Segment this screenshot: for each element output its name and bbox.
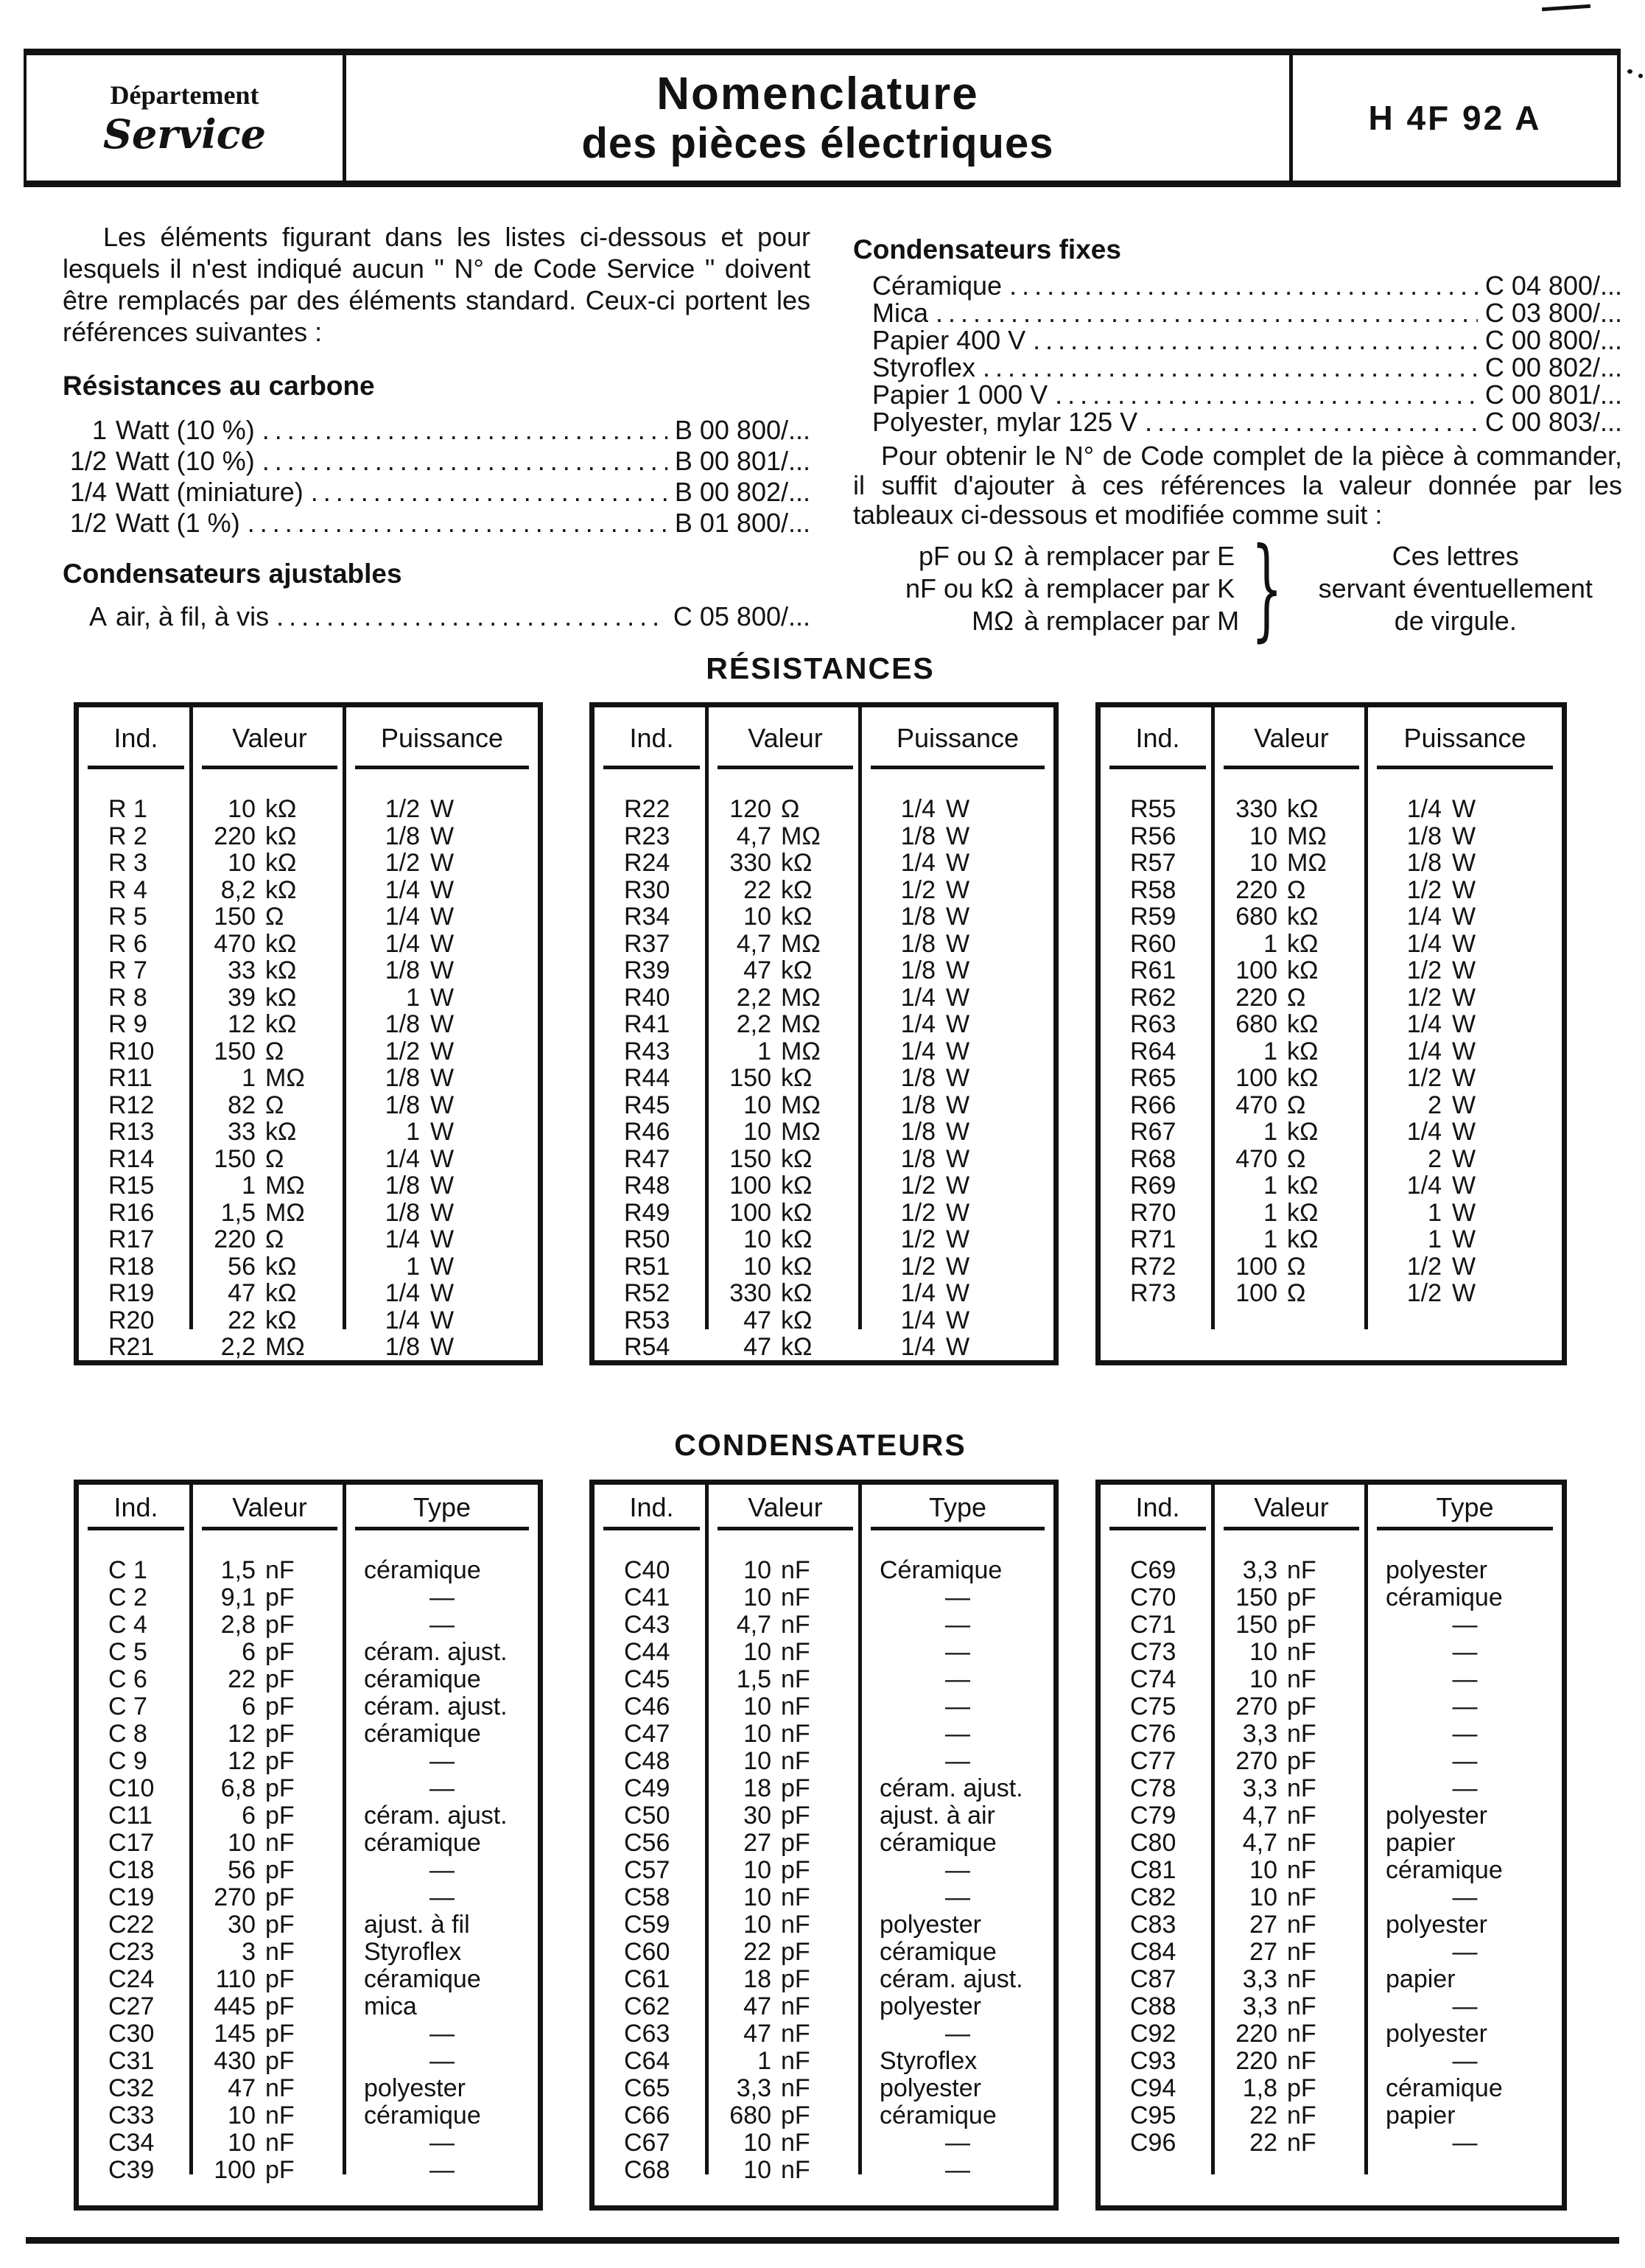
table-row: R13 33 kΩ 1 W xyxy=(108,1118,455,1146)
condensateurs-table-1 xyxy=(74,1480,543,2211)
list-item: Céramique ..... C 04 800/... xyxy=(853,272,1622,299)
list-item: Papier 1 000 V ..... C 00 801/... xyxy=(853,381,1622,408)
table-row: C60 22 pF céramique xyxy=(624,1938,997,1966)
list-item: Papier 400 V ..... C 00 800/... xyxy=(853,326,1622,354)
condensateurs-fixes-list xyxy=(853,272,1622,435)
table-row: R65 100 kΩ 1/2 W xyxy=(1130,1064,1476,1092)
col-header-puissance: Puissance xyxy=(1368,707,1562,769)
table-row: R53 47 kΩ 1/4 W xyxy=(624,1306,970,1334)
column-divider xyxy=(1364,1485,1368,2174)
table-row: C63 47 nF — xyxy=(624,2020,970,2048)
table-row: R39 47 kΩ 1/8 W xyxy=(624,956,970,984)
substitution-rule: pF ou Ω à remplacer par E xyxy=(919,541,1235,571)
department-label: Département xyxy=(110,80,259,110)
page-title-line2: des pièces électriques xyxy=(581,119,1054,167)
column-divider xyxy=(858,1485,862,2174)
col-header-ind: Ind. xyxy=(1101,1485,1215,1530)
resistances-table-2 xyxy=(589,702,1059,1365)
brace-glyph: } xyxy=(1251,525,1283,653)
table-row: C41 10 nF — xyxy=(624,1583,970,1611)
condensateurs-ajustables-list xyxy=(63,601,810,632)
table-row: R59 680 kΩ 1/4 W xyxy=(1130,903,1476,931)
table-row: C44 10 nF — xyxy=(624,1638,970,1666)
dot-leader xyxy=(262,446,667,477)
table-row: R67 1 kΩ 1/4 W xyxy=(1130,1118,1476,1146)
substitution-rule: MΩ à remplacer par M xyxy=(972,606,1240,636)
intro-left-column xyxy=(63,221,810,632)
service-label: Service xyxy=(103,111,266,158)
resistances-carbone-list xyxy=(63,415,810,539)
table-row: C94 1,8 pF céramique xyxy=(1130,2074,1503,2102)
table-row: R44 150 kΩ 1/8 W xyxy=(624,1064,970,1092)
table-row: C43 4,7 nF — xyxy=(624,1611,970,1639)
table-row: C81 10 nF céramique xyxy=(1130,1856,1503,1884)
table-row: C 8 12 pF céramique xyxy=(108,1720,481,1748)
column-divider xyxy=(1364,707,1368,1329)
table-row: R 1 10 kΩ 1/2 W xyxy=(108,795,455,823)
table-row: C64 1 nF Styroflex xyxy=(624,2047,978,2075)
table-row: R14 150 Ω 1/4 W xyxy=(108,1144,455,1173)
substitution-rules xyxy=(853,540,1239,637)
table-row: R50 10 kΩ 1/2 W xyxy=(624,1225,970,1253)
table-row: R 8 39 kΩ 1 W xyxy=(108,983,455,1012)
table-row: R 3 10 kΩ 1/2 W xyxy=(108,849,455,877)
col-header-valeur: Valeur xyxy=(193,707,346,769)
column-divider xyxy=(858,707,862,1329)
table-header xyxy=(79,707,538,769)
table-row: C71 150 pF — xyxy=(1130,1611,1478,1639)
table-row: R30 22 kΩ 1/2 W xyxy=(624,875,970,904)
table-row: R11 1 MΩ 1/8 W xyxy=(108,1064,455,1092)
table-row: C93 220 nF — xyxy=(1130,2047,1478,2075)
table-row: C79 4,7 nF polyester xyxy=(1130,1802,1487,1830)
table-row: R19 47 kΩ 1/4 W xyxy=(108,1279,455,1307)
condensateurs-table-3 xyxy=(1095,1480,1567,2211)
dot-leader xyxy=(262,415,667,446)
table-row: R64 1 kΩ 1/4 W xyxy=(1130,1037,1476,1065)
table-row: R10 150 Ω 1/2 W xyxy=(108,1037,455,1065)
col-header-ind: Ind. xyxy=(594,1485,709,1530)
table-row: C39 100 pF — xyxy=(108,2156,455,2184)
table-row: R20 22 kΩ 1/4 W xyxy=(108,1306,455,1334)
table-row: C96 22 nF — xyxy=(1130,2129,1478,2157)
column-divider xyxy=(343,707,346,1329)
table-row: R52 330 kΩ 1/4 W xyxy=(624,1279,970,1307)
column-divider xyxy=(189,707,193,1329)
table-row: C 9 12 pF — xyxy=(108,1747,455,1775)
table-row: C 4 2,8 pF — xyxy=(108,1611,455,1639)
table-row: C82 10 nF — xyxy=(1130,1883,1478,1911)
table-row: R18 56 kΩ 1 W xyxy=(108,1252,455,1281)
table-row: C77 270 pF — xyxy=(1130,1747,1478,1775)
dot-leader xyxy=(936,299,1478,326)
scan-artifact-tick xyxy=(1542,4,1590,12)
table-row: C10 6,8 pF — xyxy=(108,1774,455,1802)
list-item: 1/4 Watt (miniature) ..... B 00 802/... xyxy=(63,477,810,508)
col-header-ind: Ind. xyxy=(79,707,193,769)
table-row: R60 1 kΩ 1/4 W xyxy=(1130,929,1476,958)
table-row: C33 10 nF céramique xyxy=(108,2101,481,2129)
table-row: C74 10 nF — xyxy=(1130,1665,1478,1693)
table-row: C66 680 pF céramique xyxy=(624,2101,997,2129)
table-row: C23 3 nF Styroflex xyxy=(108,1938,462,1966)
table-row: R46 10 MΩ 1/8 W xyxy=(624,1118,970,1146)
table-row: C62 47 nF polyester xyxy=(624,1992,981,2020)
dot-leader xyxy=(1055,381,1478,408)
resistances-table-3 xyxy=(1095,702,1567,1365)
department-cell xyxy=(27,55,346,181)
col-header-valeur: Valeur xyxy=(1215,1485,1368,1530)
table-row: C78 3,3 nF — xyxy=(1130,1774,1478,1802)
table-row: C46 10 nF — xyxy=(624,1693,970,1721)
table-row: C58 10 nF — xyxy=(624,1883,970,1911)
col-header-type: Type xyxy=(862,1485,1053,1530)
table-row: C32 47 nF polyester xyxy=(108,2074,466,2102)
table-row: R63 680 kΩ 1/4 W xyxy=(1130,1010,1476,1038)
table-row: C70 150 pF céramique xyxy=(1130,1583,1503,1611)
condensateurs-heading: CONDENSATEURS xyxy=(674,1428,967,1462)
col-header-ind: Ind. xyxy=(1101,707,1215,769)
code-substitution-block xyxy=(853,525,1622,653)
dot-leader xyxy=(1009,272,1478,299)
intro-right-column xyxy=(853,234,1622,653)
table-row: R12 82 Ω 1/8 W xyxy=(108,1091,455,1119)
table-header xyxy=(79,1485,538,1530)
table-row: R54 47 kΩ 1/4 W xyxy=(624,1333,970,1361)
table-row: R24 330 kΩ 1/4 W xyxy=(624,849,970,877)
table-row: R 7 33 kΩ 1/8 W xyxy=(108,956,455,984)
table-row: C 7 6 pF céram. ajust. xyxy=(108,1693,508,1721)
table-row: C31 430 pF — xyxy=(108,2047,455,2075)
document-header xyxy=(24,49,1621,187)
column-divider xyxy=(1211,1485,1215,2174)
table-row: R47 150 kΩ 1/8 W xyxy=(624,1144,970,1173)
table-row: R40 2,2 MΩ 1/4 W xyxy=(624,983,970,1012)
table-row: C45 1,5 nF — xyxy=(624,1665,970,1693)
list-item: Styroflex ..... C 00 802/... xyxy=(853,354,1622,381)
col-header-valeur: Valeur xyxy=(193,1485,346,1530)
table-row: R 9 12 kΩ 1/8 W xyxy=(108,1010,455,1038)
table-header xyxy=(594,707,1053,769)
dot-leader xyxy=(311,477,667,508)
substitution-rule: nF ou kΩ à remplacer par K xyxy=(905,573,1235,603)
list-item: Mica ..... C 03 800/... xyxy=(853,299,1622,326)
table-row: R21 2,2 MΩ 1/8 W xyxy=(108,1333,455,1361)
table-row: R23 4,7 MΩ 1/8 W xyxy=(624,822,970,850)
col-header-valeur: Valeur xyxy=(1215,707,1368,769)
table-row: R66 470 Ω 2 W xyxy=(1130,1091,1476,1119)
table-row: C75 270 pF — xyxy=(1130,1693,1478,1721)
col-header-type: Type xyxy=(1368,1485,1562,1530)
table-row: C67 10 nF — xyxy=(624,2129,970,2157)
table-row: C84 27 nF — xyxy=(1130,1938,1478,1966)
table-row: C69 3,3 nF polyester xyxy=(1130,1556,1487,1584)
table-row: C61 18 pF céram. ajust. xyxy=(624,1965,1023,1993)
doc-code-cell xyxy=(1293,55,1617,181)
col-header-type: Type xyxy=(346,1485,538,1530)
table-row: R58 220 Ω 1/2 W xyxy=(1130,875,1476,904)
table-row: R 2 220 kΩ 1/8 W xyxy=(108,822,455,850)
section-heading-resistances-carbone: Résistances au carbone xyxy=(63,371,375,401)
section-heading-condensateurs-ajustables: Condensateurs ajustables xyxy=(63,559,402,589)
dot-leader xyxy=(983,354,1478,381)
table-row: R68 470 Ω 2 W xyxy=(1130,1144,1476,1173)
table-row: R43 1 MΩ 1/4 W xyxy=(624,1037,970,1065)
doc-code: H 4F 92 A xyxy=(1368,99,1542,137)
table-row: R70 1 kΩ 1 W xyxy=(1130,1198,1476,1227)
table-row: C65 3,3 nF polyester xyxy=(624,2074,981,2102)
table-row: C40 10 nF Céramique xyxy=(624,1556,1003,1584)
scan-artifact-dot xyxy=(1638,74,1643,78)
column-divider xyxy=(189,1485,193,2174)
dot-leader xyxy=(248,508,667,539)
dot-leader xyxy=(1145,408,1478,435)
table-row: R69 1 kΩ 1/4 W xyxy=(1130,1172,1476,1200)
table-row: C59 10 nF polyester xyxy=(624,1911,981,1939)
table-row: C88 3,3 nF — xyxy=(1130,1992,1478,2020)
list-item: A air, à fil, à vis ..... C 05 800/... xyxy=(63,601,810,632)
table-row: C95 22 nF papier xyxy=(1130,2101,1456,2129)
col-header-puissance: Puissance xyxy=(862,707,1053,769)
table-row: R16 1,5 MΩ 1/8 W xyxy=(108,1198,455,1227)
col-header-valeur: Valeur xyxy=(709,1485,862,1530)
code-note-paragraph: Pour obtenir le N° de Code complet de la pièce à commander, il suffit d'ajouter à ces références la valeur donnée par les tableaux ci-dessous et modifiée comme suit : xyxy=(853,441,1622,530)
substitution-note: Ces lettres servant éventuellement de virgule. xyxy=(1318,541,1593,636)
table-row: C22 30 pF ajust. à fil xyxy=(108,1911,470,1939)
table-row: C34 10 nF — xyxy=(108,2129,455,2157)
dot-leader xyxy=(1033,326,1478,354)
table-row: C11 6 pF céram. ajust. xyxy=(108,1802,508,1830)
column-divider xyxy=(705,707,709,1329)
table-row: C80 4,7 nF papier xyxy=(1130,1829,1456,1857)
column-divider xyxy=(705,1485,709,2174)
table-row: R73 100 Ω 1/2 W xyxy=(1130,1279,1476,1307)
table-row: R41 2,2 MΩ 1/4 W xyxy=(624,1010,970,1038)
col-header-valeur: Valeur xyxy=(709,707,862,769)
table-row: R62 220 Ω 1/2 W xyxy=(1130,983,1476,1012)
table-row: R17 220 Ω 1/4 W xyxy=(108,1225,455,1253)
table-row: C73 10 nF — xyxy=(1130,1638,1478,1666)
table-row: R48 100 kΩ 1/2 W xyxy=(624,1172,970,1200)
table-row: C19 270 pF — xyxy=(108,1883,455,1911)
table-header xyxy=(594,1485,1053,1530)
table-row: C 5 6 pF céram. ajust. xyxy=(108,1638,508,1666)
table-row: C18 56 pF — xyxy=(108,1856,455,1884)
table-row: C76 3,3 nF — xyxy=(1130,1720,1478,1748)
table-row: C49 18 pF céram. ajust. xyxy=(624,1774,1023,1802)
table-row: R15 1 MΩ 1/8 W xyxy=(108,1172,455,1200)
table-row: C57 10 pF — xyxy=(624,1856,970,1884)
table-row: R37 4,7 MΩ 1/8 W xyxy=(624,929,970,958)
table-row: C87 3,3 nF papier xyxy=(1130,1965,1456,1993)
table-row: C56 27 pF céramique xyxy=(624,1829,997,1857)
bottom-rule xyxy=(26,2237,1619,2244)
table-row: R49 100 kΩ 1/2 W xyxy=(624,1198,970,1227)
table-row: C17 10 nF céramique xyxy=(108,1829,481,1857)
resistances-table-1 xyxy=(74,702,543,1365)
col-header-ind: Ind. xyxy=(79,1485,193,1530)
column-divider xyxy=(1211,707,1215,1329)
section-heading-condensateurs-fixes: Condensateurs fixes xyxy=(853,234,1121,265)
table-row: C68 10 nF — xyxy=(624,2156,970,2184)
condensateurs-table-2 xyxy=(589,1480,1059,2211)
table-row: C 1 1,5 nF céramique xyxy=(108,1556,481,1584)
table-row: R 4 8,2 kΩ 1/4 W xyxy=(108,875,455,904)
intro-paragraph: Les éléments figurant dans les listes ci-dessous et pour lesquels il n'est indiqué aucun '' N° de Code Service '' doivent être remplacés par des éléments standard. Ceux-ci portent les références suivantes : xyxy=(63,222,810,347)
table-row: R22 120 Ω 1/4 W xyxy=(624,795,970,823)
list-item: 1/2 Watt (1 %) ..... B 01 800/... xyxy=(63,508,810,539)
table-row: C 2 9,1 pF — xyxy=(108,1583,455,1611)
table-row: R34 10 kΩ 1/8 W xyxy=(624,903,970,931)
table-row: R56 10 MΩ 1/8 W xyxy=(1130,822,1476,850)
col-header-puissance: Puissance xyxy=(346,707,538,769)
table-row: C 6 22 pF céramique xyxy=(108,1665,481,1693)
scan-artifact-dot xyxy=(1627,69,1632,74)
table-row: R55 330 kΩ 1/4 W xyxy=(1130,795,1476,823)
resistances-heading: RÉSISTANCES xyxy=(706,651,935,685)
table-row: C47 10 nF — xyxy=(624,1720,970,1748)
dot-leader xyxy=(276,601,666,632)
table-row: R72 100 Ω 1/2 W xyxy=(1130,1252,1476,1281)
table-row: C30 145 pF — xyxy=(108,2020,455,2048)
list-item: Polyester, mylar 125 V ..... C 00 803/... xyxy=(853,408,1622,435)
table-row: C92 220 nF polyester xyxy=(1130,2020,1487,2048)
table-row: R51 10 kΩ 1/2 W xyxy=(624,1252,970,1281)
table-row: C83 27 nF polyester xyxy=(1130,1911,1487,1939)
page-title-line1: Nomenclature xyxy=(656,69,979,119)
table-row: R 6 470 kΩ 1/4 W xyxy=(108,929,455,958)
table-row: R61 100 kΩ 1/2 W xyxy=(1130,956,1476,984)
col-header-ind: Ind. xyxy=(594,707,709,769)
list-item: 1/2 Watt (10 %) ..... B 00 801/... xyxy=(63,446,810,477)
table-row: C48 10 nF — xyxy=(624,1747,970,1775)
table-header xyxy=(1101,1485,1562,1530)
table-row: R45 10 MΩ 1/8 W xyxy=(624,1091,970,1119)
table-row: C27 445 pF mica xyxy=(108,1992,417,2020)
table-row: C50 30 pF ajust. à air xyxy=(624,1802,995,1830)
table-header xyxy=(1101,707,1562,769)
column-divider xyxy=(343,1485,346,2174)
table-row: R57 10 MΩ 1/8 W xyxy=(1130,849,1476,877)
list-item: 1 Watt (10 %) ..... B 00 800/... xyxy=(63,415,810,446)
title-cell xyxy=(346,55,1293,181)
table-row: R 5 150 Ω 1/4 W xyxy=(108,903,455,931)
table-row: C24 110 pF céramique xyxy=(108,1965,481,1993)
table-row: R71 1 kΩ 1 W xyxy=(1130,1225,1476,1253)
